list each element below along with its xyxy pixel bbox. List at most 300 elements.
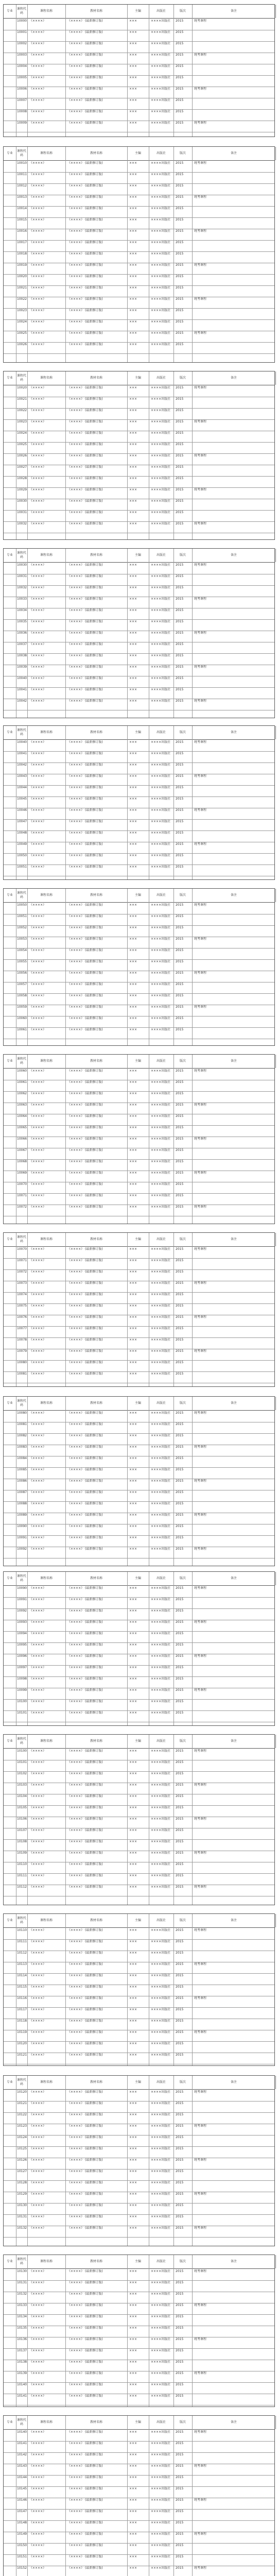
table-cell: 10117 xyxy=(17,2008,27,2011)
table-cell: ××× xyxy=(129,331,137,335)
table-cell: ××× xyxy=(129,2226,137,2230)
table-cell: ××× xyxy=(129,1632,137,1635)
table-block xyxy=(3,146,275,363)
table-cell: 10060 xyxy=(17,1016,27,1020)
header-cell: 课程代码 xyxy=(16,2416,28,2429)
table-cell: ××× xyxy=(129,740,137,744)
table-cell: 10071 xyxy=(17,1194,27,1197)
table-cell: ××××出版社 xyxy=(151,1985,171,1989)
header-cell: 备注 xyxy=(192,889,276,902)
table-cell: 《××××》 (最新修订版) xyxy=(67,1028,103,1031)
table-cell: ××××出版社 xyxy=(151,1996,171,2000)
table-cell: 2015 xyxy=(176,903,184,907)
table-cell: ××××出版社 xyxy=(151,1502,171,1505)
table-row xyxy=(4,1851,274,1862)
table-header xyxy=(4,549,274,563)
header-cell: 课程名称 xyxy=(27,1735,66,1748)
table-cell: 2015 xyxy=(176,1304,184,1308)
table-cell: ××× xyxy=(129,763,137,767)
table-cell: 2015 xyxy=(176,854,184,857)
table-cell: 《××××》 xyxy=(29,2113,46,2116)
table-cell: ××× xyxy=(129,1468,137,1471)
table-cell: 《××××》 xyxy=(29,2215,46,2218)
table-cell: 《××××》 xyxy=(29,1806,46,1809)
table-cell: 10020 xyxy=(17,275,27,278)
table-cell: 2015 xyxy=(176,30,184,34)
table-block xyxy=(3,2415,275,2576)
table-row xyxy=(4,172,274,184)
table-cell: 《××××》 (最新修订版) xyxy=(67,914,103,918)
table-cell: ××××出版社 xyxy=(151,2042,171,2045)
table-cell: 2015 xyxy=(176,631,184,635)
table-cell: 统考课程 xyxy=(194,1885,207,1889)
table-cell: 2015 xyxy=(176,409,184,412)
column-rule xyxy=(173,147,174,362)
table-cell: 《××××》 (最新修订版) xyxy=(67,1862,103,1866)
table-cell: 《××××》 xyxy=(29,409,46,412)
table-row xyxy=(4,925,274,937)
table-cell: 10147 xyxy=(17,2510,27,2513)
table-cell: 2015 xyxy=(176,2053,184,2057)
table-cell: 2015 xyxy=(176,1205,184,1209)
table-cell: ××× xyxy=(129,1677,137,1681)
column-rule xyxy=(65,1735,66,1905)
table-cell: ××× xyxy=(129,1783,137,1787)
table-cell: ××××出版社 xyxy=(151,1304,171,1308)
table-cell: 10023 xyxy=(17,420,27,423)
header-cell: 课程代码 xyxy=(16,1233,28,1246)
table-cell: 2015 xyxy=(176,1456,184,1460)
table-cell: 《××××》 xyxy=(29,903,46,907)
header-cell: 版次 xyxy=(173,1572,193,1585)
table-cell: 2015 xyxy=(176,665,184,669)
table-cell: 10099 xyxy=(17,1688,27,1692)
table-cell: 2015 xyxy=(176,1985,184,1989)
table-cell: 10037 xyxy=(17,642,27,646)
table-row xyxy=(4,948,274,960)
column-rule xyxy=(173,2076,174,2246)
table-cell: 《××××》 xyxy=(29,1874,46,1877)
table-row xyxy=(4,1005,274,1016)
table-cell: ××××出版社 xyxy=(151,854,171,857)
table-cell: ××××出版社 xyxy=(151,2349,171,2352)
table-row xyxy=(4,2543,274,2555)
table-row xyxy=(4,510,274,522)
table-cell: ××× xyxy=(129,1794,137,1798)
table-cell: ××××出版社 xyxy=(151,1794,171,1798)
table-cell: 《××××》 xyxy=(29,808,46,812)
column-rule xyxy=(65,147,66,362)
table-cell: ××× xyxy=(129,2042,137,2045)
header-cell: 专业 xyxy=(4,889,16,902)
table-cell: 《××××》 (最新修订版) xyxy=(67,397,103,401)
table-row xyxy=(4,831,274,842)
header-cell: 备注 xyxy=(192,1055,276,1068)
table-cell: 统考课程 xyxy=(194,2303,207,2307)
table-cell: ××× xyxy=(129,1092,137,1095)
table-cell: 《××××》 (最新修订版) xyxy=(67,642,103,646)
table-cell: ××× xyxy=(129,1171,137,1175)
table-cell: 《××××》 (最新修订版) xyxy=(67,195,103,199)
table-cell: ××× xyxy=(129,1760,137,1764)
table-cell: 2015 xyxy=(176,397,184,401)
table-cell: 10120 xyxy=(17,2090,27,2094)
header-cell: 主编 xyxy=(127,2076,149,2089)
table-cell: ××× xyxy=(129,854,137,857)
table-header xyxy=(4,1914,274,1928)
table-cell: 10094 xyxy=(17,1632,27,1635)
table-cell: 《××××》 xyxy=(29,297,46,301)
table-cell: 2015 xyxy=(176,1513,184,1517)
table-cell: 《××××》 (最新修订版) xyxy=(67,2442,103,2445)
table-row xyxy=(4,1027,274,1039)
header-cell: 教材名称 xyxy=(65,147,128,160)
table-cell: 《××××》 xyxy=(29,2181,46,2184)
table-cell: ××× xyxy=(129,1028,137,1031)
table-cell: 10102 xyxy=(17,1772,27,1775)
header-cell: 专业 xyxy=(4,726,16,739)
table-cell: 10035 xyxy=(17,620,27,623)
table-cell: 《××××》 (最新修订版) xyxy=(67,971,103,975)
table-cell: 统考课程 xyxy=(194,665,207,669)
table-cell: 统考课程 xyxy=(194,808,207,812)
table-cell: 2015 xyxy=(176,1536,184,1539)
table-row xyxy=(4,808,274,820)
table-cell: 《××××》 xyxy=(29,2476,46,2479)
column-rule xyxy=(173,726,174,879)
column-rule xyxy=(65,726,66,879)
table-cell: ××××出版社 xyxy=(151,218,171,222)
table-cell: ××× xyxy=(129,994,137,997)
table-cell: ××××出版社 xyxy=(151,2053,171,2057)
table-cell: 《××××》 (最新修订版) xyxy=(67,184,103,188)
table-cell: 《××××》 xyxy=(29,1126,46,1129)
table-cell: 《××××》 (最新修订版) xyxy=(67,1643,103,1647)
table-cell: 10096 xyxy=(17,1654,27,1658)
table-cell: 《××××》 (最新修订版) xyxy=(67,1688,103,1692)
table-row xyxy=(4,1996,274,2008)
table-cell: 统考课程 xyxy=(194,1315,207,1319)
table-cell: 《××××》 (最新修订版) xyxy=(67,2476,103,2479)
table-cell: 《××××》 xyxy=(29,1434,46,1437)
table-header xyxy=(4,1735,274,1749)
table-cell: 《××××》 xyxy=(29,1160,46,1163)
table-cell: ××× xyxy=(129,2394,137,2398)
table-cell: ××××出版社 xyxy=(151,1536,171,1539)
column-rule xyxy=(173,1055,174,1224)
table-cell: 《××××》 xyxy=(29,1985,46,1989)
table-cell: 《××××》 xyxy=(29,2430,46,2434)
table-cell: 2015 xyxy=(176,1126,184,1129)
table-cell: 2015 xyxy=(176,1092,184,1095)
table-cell: 《××××》 (最新修订版) xyxy=(67,1794,103,1798)
table-cell: 10116 xyxy=(17,1996,27,2000)
table-cell: 《××××》 xyxy=(29,563,46,567)
table-cell: ××× xyxy=(129,2281,137,2284)
table-cell: 2015 xyxy=(176,252,184,256)
table-cell: 2015 xyxy=(176,2102,184,2105)
table-cell: ××××出版社 xyxy=(151,1928,171,1932)
table-cell: 2015 xyxy=(176,2430,184,2434)
table-row xyxy=(4,1269,274,1281)
table-cell: 《××××》 xyxy=(29,98,46,102)
table-cell: 2015 xyxy=(176,1688,184,1692)
table-cell: 2015 xyxy=(176,2204,184,2207)
header-cell: 主编 xyxy=(127,2416,149,2429)
table-cell: 《××××》 xyxy=(29,1828,46,1832)
table-row xyxy=(4,2566,274,2576)
table-cell: 《××××》 xyxy=(29,1536,46,1539)
table-cell: 《××××》 (最新修订版) xyxy=(67,597,103,601)
table-cell: 《××××》 (最新修订版) xyxy=(67,688,103,691)
table-cell: 《××××》 xyxy=(29,76,46,79)
table-row xyxy=(4,1371,274,1383)
table-cell: 《××××》 (最新修订版) xyxy=(67,207,103,210)
header-cell: 主编 xyxy=(127,147,149,160)
table-cell: ××× xyxy=(129,488,137,492)
table-cell: 《××××》 (最新修订版) xyxy=(67,1586,103,1590)
table-cell: ××××出版社 xyxy=(151,1688,171,1692)
table-cell: 《××××》 (最新修订版) xyxy=(67,1700,103,1703)
table-cell: ××××出版社 xyxy=(151,2394,171,2398)
table-cell: ××× xyxy=(129,522,137,526)
table-cell: 《××××》 (最新修订版) xyxy=(67,2532,103,2536)
table-cell: 《××××》 xyxy=(29,2269,46,2273)
table-cell: 《××××》 xyxy=(29,2349,46,2352)
header-cell: 备注 xyxy=(192,147,276,160)
column-rule xyxy=(127,2255,128,2406)
table-cell: ××× xyxy=(129,173,137,176)
table-cell: ××× xyxy=(129,797,137,801)
table-cell: 《××××》 (最新修订版) xyxy=(67,499,103,503)
table-cell: 10034 xyxy=(17,608,27,612)
table-cell: 10052 xyxy=(17,926,27,929)
table-row xyxy=(4,1349,274,1361)
table-cell: ××× xyxy=(129,1160,137,1163)
table-cell: ××× xyxy=(129,2136,137,2139)
column-rule xyxy=(65,371,66,539)
table-cell: 2015 xyxy=(176,465,184,469)
table-row xyxy=(4,1159,274,1171)
table-row xyxy=(4,1839,274,1851)
table-cell: ××× xyxy=(129,1700,137,1703)
table-cell: 10059 xyxy=(17,1005,27,1009)
table-cell: ××× xyxy=(129,1828,137,1832)
table-cell: 《××××》 (最新修订版) xyxy=(67,1940,103,1943)
table-cell: 2015 xyxy=(176,1080,184,1084)
table-cell: 10139 xyxy=(17,2371,27,2375)
table-cell: ××× xyxy=(129,1940,137,1943)
table-cell: 《××××》 xyxy=(29,1171,46,1175)
table-cell: ××××出版社 xyxy=(151,1270,171,1274)
column-rule xyxy=(192,1233,193,1386)
table-cell: 《××××》 (最新修订版) xyxy=(67,1069,103,1073)
table-cell: 2015 xyxy=(176,263,184,267)
table-cell: 2015 xyxy=(176,1609,184,1613)
table-cell: ××× xyxy=(129,608,137,612)
table-cell: ××××出版社 xyxy=(151,477,171,480)
table-row xyxy=(4,229,274,241)
table-cell: ××× xyxy=(129,1513,137,1517)
header-cell: 备注 xyxy=(192,2076,276,2089)
table-cell: 《××××》 xyxy=(29,2394,46,2398)
table-row xyxy=(4,2371,274,2383)
table-cell: ××××出版社 xyxy=(151,1772,171,1775)
table-cell: ××××出版社 xyxy=(151,1598,171,1601)
table-cell: 10084 xyxy=(17,1456,27,1460)
header-cell: 课程名称 xyxy=(27,1055,66,1068)
table-row xyxy=(4,1951,274,1962)
table-block xyxy=(3,2075,275,2246)
table-cell: 《××××》 (最新修订版) xyxy=(67,2030,103,2034)
table-cell: 10056 xyxy=(17,971,27,975)
table-cell: 2015 xyxy=(176,2030,184,2034)
table-cell: 《××××》 xyxy=(29,1598,46,1601)
table-row xyxy=(4,2146,274,2158)
header-cell: 出版社 xyxy=(149,5,174,18)
column-rule xyxy=(65,1572,66,1725)
table-cell: ××××出版社 xyxy=(151,740,171,744)
table-header xyxy=(4,889,274,903)
table-cell: ××××出版社 xyxy=(151,2453,171,2456)
table-cell: 《××××》 xyxy=(29,982,46,986)
header-cell: 课程名称 xyxy=(27,726,66,739)
table-row xyxy=(4,41,274,53)
table-cell: ××× xyxy=(129,1315,137,1319)
table-cell: ××××出版社 xyxy=(151,1434,171,1437)
table-cell: 《××××》 (最新修订版) xyxy=(67,1620,103,1624)
table-cell: 《××××》 xyxy=(29,1259,46,1262)
table-cell: 2015 xyxy=(176,597,184,601)
table-cell: 《××××》 xyxy=(29,2030,46,2034)
table-row xyxy=(4,2158,274,2170)
table-cell: 《××××》 (最新修订版) xyxy=(67,2281,103,2284)
table-cell: 2015 xyxy=(176,121,184,125)
table-cell: 《××××》 (最新修订版) xyxy=(67,2337,103,2341)
table-cell: 《××××》 (最新修订版) xyxy=(67,608,103,612)
table-cell: 《××××》 xyxy=(29,1794,46,1798)
table-cell: ××× xyxy=(129,1711,137,1715)
table-row xyxy=(4,217,274,229)
table-cell: 10135 xyxy=(17,2326,27,2330)
table-cell: ××× xyxy=(129,1259,137,1262)
column-rule xyxy=(127,5,128,137)
table-cell: 统考课程 xyxy=(194,563,207,567)
table-block xyxy=(3,4,275,137)
table-cell: ××××出版社 xyxy=(151,2326,171,2330)
table-cell: 2015 xyxy=(176,2337,184,2341)
table-cell: ××××出版社 xyxy=(151,763,171,767)
table-cell: 《××××》 (最新修订版) xyxy=(67,831,103,835)
table-cell: 《××××》 xyxy=(29,2532,46,2536)
table-cell: ××××出版社 xyxy=(151,1677,171,1681)
table-cell: 统考课程 xyxy=(194,1749,207,1753)
table-cell: ××××出版社 xyxy=(151,2226,171,2230)
table-cell: 统考课程 xyxy=(194,1851,207,1855)
table-row xyxy=(4,574,274,586)
table-block xyxy=(3,1054,275,1224)
table-cell: ××××出版社 xyxy=(151,1171,171,1175)
table-cell: 2015 xyxy=(176,1293,184,1296)
table-row xyxy=(4,431,274,443)
table-cell: 《××××》 xyxy=(29,1490,46,1494)
table-cell: 《××××》 (最新修订版) xyxy=(67,98,103,102)
table-cell: 《××××》 (最新修订版) xyxy=(67,786,103,789)
table-cell: 10000 xyxy=(17,19,27,23)
table-cell: 《××××》 (最新修订版) xyxy=(67,1445,103,1449)
table-cell: ××××出版社 xyxy=(151,1137,171,1141)
header-cell: 课程名称 xyxy=(27,1914,66,1927)
table-cell: ××××出版社 xyxy=(151,786,171,789)
table-cell: 《××××》 (最新修订版) xyxy=(67,2124,103,2128)
table-cell: 10131 xyxy=(17,2281,27,2284)
table-cell: 《××××》 xyxy=(29,1851,46,1855)
table-row xyxy=(4,2053,274,2064)
table-cell: ××× xyxy=(129,2090,137,2094)
table-cell: 《××××》 (最新修订版) xyxy=(67,2383,103,2386)
table-row xyxy=(4,2180,274,2192)
table-cell: 《××××》 (最新修订版) xyxy=(67,1456,103,1460)
table-cell: ××× xyxy=(129,2030,137,2034)
table-row xyxy=(4,408,274,420)
table-cell: 《××××》 xyxy=(29,1281,46,1285)
table-cell: 《××××》 xyxy=(29,2192,46,2196)
table-cell: ××× xyxy=(129,2170,137,2173)
table-row xyxy=(4,774,274,786)
table-row xyxy=(4,959,274,971)
table-cell: 《××××》 (最新修订版) xyxy=(67,854,103,857)
table-cell: 10126 xyxy=(17,2158,27,2162)
table-cell: 10125 xyxy=(17,2147,27,2150)
header-cell: 备注 xyxy=(192,549,276,562)
table-cell: 统考课程 xyxy=(194,1171,207,1175)
table-cell: 2015 xyxy=(176,865,184,869)
table-cell: 10024 xyxy=(17,431,27,435)
table-cell: 2015 xyxy=(176,64,184,68)
header-cell: 课程名称 xyxy=(27,147,66,160)
table-cell: 《××××》 xyxy=(29,2566,46,2570)
table-cell: ××××出版社 xyxy=(151,1479,171,1483)
table-cell: 统考课程 xyxy=(194,195,207,199)
table-cell: 《××××》 (最新修订版) xyxy=(67,1160,103,1163)
table-cell: ××××出版社 xyxy=(151,774,171,778)
table-cell: 《××××》 xyxy=(29,1293,46,1296)
header-cell: 专业 xyxy=(4,1233,16,1246)
table-cell: 2015 xyxy=(176,76,184,79)
table-cell: 《××××》 xyxy=(29,2360,46,2364)
table-cell: 《××××》 (最新修订版) xyxy=(67,2453,103,2456)
column-rule xyxy=(173,1914,174,2065)
table-cell: ××××出版社 xyxy=(151,2113,171,2116)
header-cell: 专业 xyxy=(4,1397,16,1410)
table-header xyxy=(4,2416,274,2430)
table-cell: 2015 xyxy=(176,1016,184,1020)
table-cell: 统考课程 xyxy=(194,1479,207,1483)
table-cell: 《××××》 xyxy=(29,740,46,744)
header-cell: 版次 xyxy=(173,147,193,160)
table-cell: 《××××》 (最新修订版) xyxy=(67,797,103,801)
table-row xyxy=(4,453,274,465)
table-cell: ××××出版社 xyxy=(151,2532,171,2536)
table-cell: ××× xyxy=(129,1479,137,1483)
table-cell: 10141 xyxy=(17,2394,27,2398)
table-cell: ××××出版社 xyxy=(151,1160,171,1163)
table-cell: 《××××》 (最新修订版) xyxy=(67,2498,103,2502)
table-cell: 2015 xyxy=(176,2464,184,2468)
table-cell: 《××××》 xyxy=(29,1547,46,1551)
table-cell: ××××出版社 xyxy=(151,1247,171,1251)
table-cell: 10101 xyxy=(17,1760,27,1764)
